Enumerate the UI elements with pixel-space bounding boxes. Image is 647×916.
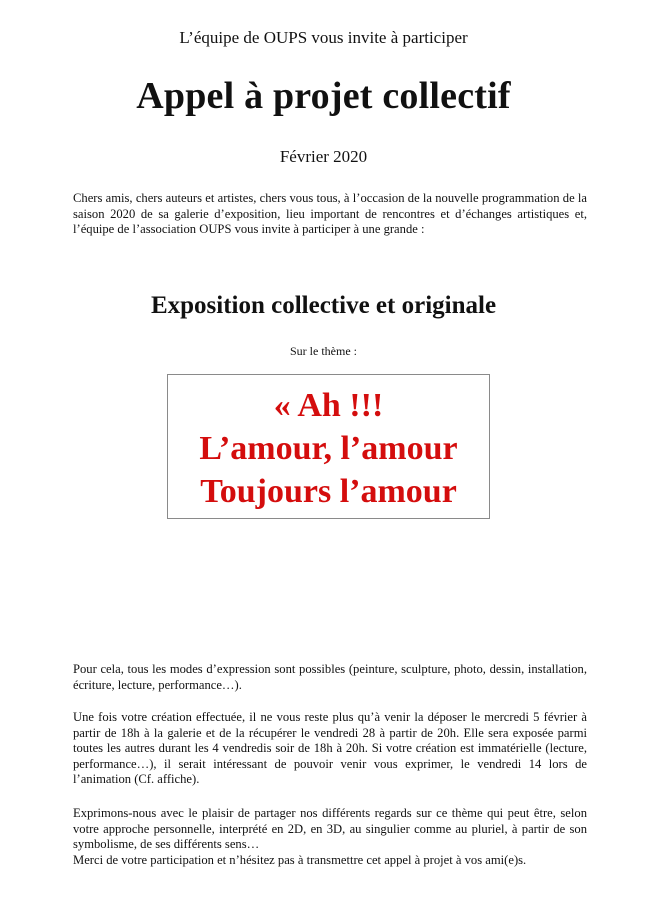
- date-line: Février 2020: [279, 147, 368, 166]
- body-paragraph-expression: Pour cela, tous les modes d’expression sont possibles (peinture, sculpture, photo, dessin, installation, écriture, lecture, performance…).: [73, 662, 587, 692]
- exhibition-subtitle: Exposition collective et originale: [150, 292, 497, 319]
- theme-line-1: « Ah !!!: [273, 387, 384, 424]
- theme-line-3: Toujours l’amour: [200, 473, 457, 510]
- body-paragraph-closing: [73, 806, 587, 868]
- closing-text: Exprimons-nous avec le plaisir de partager nos différents regards sur ce thème qui peut être, selon votre approche personnelle, interprété en 2D, en 3D, au singulier comme au pluriel, à partir de son symbolisme, de ses différents sens…: [73, 806, 587, 851]
- thanks-text: Merci de votre participation et n’hésitez pas à transmettre cet appel à projet à vos ami(e)s.: [73, 852, 527, 867]
- theme-box: [167, 374, 490, 519]
- body-paragraph-deposit: Une fois votre création effectuée, il ne vous reste plus qu’à venir la déposer le mercredi 5 février à partir de 18h à la galerie et de la récupérer le vendredi 28 à partir de 20h. Elle sera exposée parmi toutes les autres durant les 4 vendredis soir de 18h à 20h. Si votre création est immatérielle (lecture, performance…), il serait intéressant de pouvoir venir vous exprimer, le vendredi 14 lors de l’animation (Cf. affiche).: [73, 710, 587, 786]
- invitation-line: L’équipe de OUPS vous invite à participer: [179, 28, 468, 47]
- intro-paragraph: Chers amis, chers auteurs et artistes, chers vous tous, à l’occasion de la nouvelle programmation de la saison 2020 de sa galerie d’exposition, lieu important de rencontres et d’échanges artistiques et, l’équipe de l’association OUPS vous invite à participer à une grande :: [73, 191, 587, 236]
- theme-line-2: L’amour, l’amour: [199, 430, 458, 467]
- theme-label: Sur le thème :: [290, 344, 357, 358]
- page-title: Appel à projet collectif: [136, 75, 511, 117]
